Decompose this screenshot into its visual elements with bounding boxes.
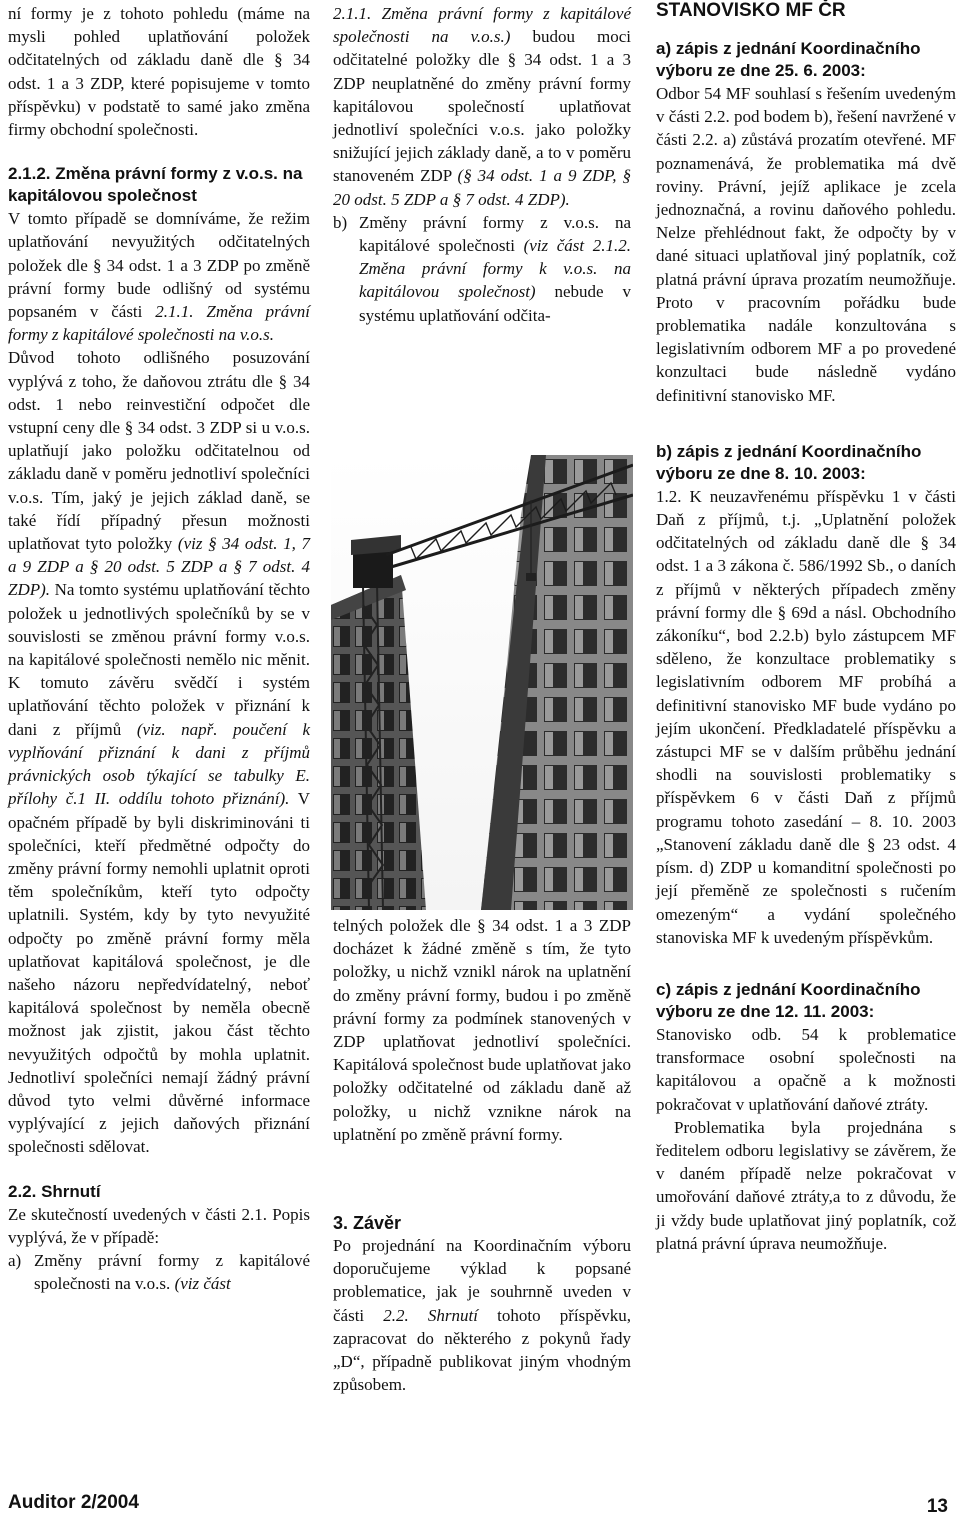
column-middle-top: [333, 2, 631, 327]
list-marker: a): [8, 1250, 22, 1270]
list-marker: b): [333, 212, 348, 232]
column-right: [656, 2, 956, 1255]
heading-stanovisko: STANOVISKO MF ČR: [656, 0, 846, 21]
paragraph-zaver: Po projednání na Koordinačním výboru doporučujeme výklad k popsané problematice, jak je souhrnně uveden v části 2.2. Shrnutí tohoto příspěvku, zapracovat do některého z pokynů řady „D“, případně publikovat jiným vhodným způsobem.: [333, 1236, 632, 1395]
paragraph-zapis-a: Odbor 54 MF souhlasí s řešením uvedeným v části 2.2. pod bodem b), řešení navržené v části 2.2. a) zůstává prozatím otevřené. MF poznamenává, že problematika má dvě roviny. Právní, jejíž aplikace je zcela jednoznačná, a rovinu daňového pohledu. Nelze přehlédnout fakt, že odpočty by v dané situaci uplatňoval jiný poplatník, což platná právní úprava prozatím neumožňuje. Proto v pracovním pořádku bude problematika nadále konzultována s legislativním odborem MF a po provedené konzultaci bude následně vydáno definitivní stanovisko MF.: [656, 84, 956, 405]
page-number: 13: [926, 1496, 948, 1517]
heading-zapis-a: a) zápis z jednání Koordinačního výboru ze dne 25. 6. 2003:: [656, 39, 921, 80]
heading-zapis-c: c) zápis z jednání Koordinačního výboru ze dne 12. 11. 2003:: [656, 979, 921, 1021]
column-left: [8, 2, 310, 1295]
building-crane-photo: [331, 455, 633, 910]
paragraph-zapis-b: 1.2. K neuzavřenému příspěvku 1 v části Daň z příjmů, t.j. „Uplatnění položek odčitatelných od základu daně dle § 34 odst. 1 a 3 zákona č. 586/1992 Sb., o daních z příjmů v některých případech změny právní formy dle § 69d a násl. Obchodního zákoníku“, bod 2.2.b) bylo zástupcem MF sděleno, že konzultace problematiky s legislativním odborem MF probíhá a definitivní stanovisko MF bude vydáno po jejím ukončení. Předkladatelé příspěvku a zástupci MF se v dalším průběhu jednání shodli na souvislosti problematiky s příspěvkem 6 v části Daň z příjmů programu tohoto zasedání – 8. 10. 2003 „Stanovení základu daně dle § 23 odst. 4 písm. d) ZDP u komanditní společnosti po její přeměně ze společnosti s ručením omezeným“ a vydání společného stanoviska MF k uvedeným příspěvkům.: [656, 486, 956, 947]
heading-zapis-b: b) zápis z jednání Koordinačního výboru ze dne 8. 10. 2003:: [656, 441, 922, 483]
list-item-b: b) Změny právní formy z v.o.s. na kapitálové společnosti (viz část 2.1.2. Změna právní formy k v.o.s. na kapitálovou společnost) nebude v systému uplatňování odčita-: [333, 211, 631, 327]
journal-name: Auditor 2/2004: [8, 1492, 139, 1513]
heading-2-2-shrnuti: 2.2. Shrnutí: [8, 1181, 101, 1201]
paragraph-continuation: 2.1.1. Změna právní formy z kapitálové společnosti na v.o.s.) budou moci odčitatelné položky dle § 34 odst. 1 a 3 ZDP neuplatněné do změny právní formy kapitálovou společností uplatňovat jednotliví společníci v.o.s. jako položky snižující jejich základy daně, a to v poměru stanoveném ZDP (§ 34 odst. 1 a 9 ZDP, § 20 odst. 5 ZDP a § 7 odst. 4 ZDP).: [333, 4, 631, 209]
list-item-a: a) Změny právní formy z kapitálové společnosti na v.o.s. (viz část: [8, 1249, 310, 1295]
heading-3-zaver: 3. Závěr: [333, 1213, 402, 1234]
paragraph-after-photo: telných položek dle § 34 odst. 1 a 3 ZDP docházet k žádné změně s tím, že tyto položky, u nichž vznikl nárok na uplatnění do změny právní formy, budou i po změně právní formy za podmínek stanovených v ZDP uplatňovat jednotliví společníci. Kapitálová společnost bude uplatňovat jako položky odčitatelné od základu daně až položky, u nichž vznikne nárok na uplatnění po změně právní formy.: [333, 916, 631, 1144]
paragraph-reason: Důvod tohoto odlišného posuzování vyplývá z toho, že daňovou ztrátu dle § 34 odst. 1 nebo reinvestiční odpočet dle vstupní ceny dle § 34 odst. 3 ZDP si u v.o.s. uplatňují jako položku odčitatelnou od základu daně v poměru jednotliví společníci v.o.s. Tím, jaký je jejich základ daně, se také řídí případný přesun možnosti uplatňovat tyto položky (viz § 34 odst. 1, 7 a 9 ZDP a § 20 odst. 5 ZDP a § 7 odst. 4 ZDP). Na tomto systému uplatňování těchto položek u jednotlivých společníků by se v souvislosti se změnou právní formy v.o.s. na kapitálové společnosti nemělo nic měnit. K tomuto závěru svědčí i systém uplatňování těchto položek v přiznání k dani z příjmů (viz. např. poučení k vyplňování přiznání k dani z příjmů právnických osob týkající se tabulky E. přílohy č.1 II. oddílu tohoto přiznání). V opačném případě by byli diskriminováni ti společníci, kteří předmětné odpočty do změny právní formy nemohli uplatnit oproti těm společníkům, kteří tyto odpočty uplatnili. Systém, kdy by tyto nevyužité odpočty po změně právní formy měla uplatňovat kapitálová společnost, je dle našeho názoru nepředvídatelný, neboť kapitálová společnost by neměla obecně možnost jak zjistit, jakou část těchto nevyužitých odpočtů by mohla uplatnit. Jednotliví společníci nemají žádný právní důvod tyto velmi důvěrné informace vyplývající z jejich daňových přiznání společnosti sdělovat.: [8, 348, 310, 1157]
column-middle-bottom: [333, 914, 631, 1396]
paragraph-intro: ní formy je z tohoto pohledu (máme na mysli pohled uplatňování položek odčitatelných od základu daně dle § 34 odst. 1 a 3 ZDP, které popisujeme v tomto příspěvku) v podstatě to samé jako změna firmy obchodní společnosti.: [8, 4, 310, 140]
paragraph-summary: Ze skutečností uvedených v části 2.1. Popis vyplývá, že v případě:: [8, 1204, 310, 1247]
heading-2-1-2: 2.1.2. Změna právní formy z v.o.s. na kapitálovou společnost: [8, 164, 303, 206]
paragraph-zapis-c1: Stanovisko odb. 54 k problematice transformace osobní společnosti na kapitálovou a opačně a k možnosti pokračovat v uplatňování daňové ztráty.: [656, 1024, 956, 1114]
paragraph-zapis-c2: Problematika byla projednána s ředitelem odboru legislativy se závěrem, že v daném případě nelze pokračovat v umořování daňové ztráty,a to z důvodu, že ji vždy bude uplatňovat jiný poplatník, což platná právní úprava neumožňuje.: [656, 1117, 956, 1253]
paragraph-regime: V tomto případě se domníváme, že režim uplatňování nevyužitých odčitatelných položek dle § 34 odst. 1 a 3 ZDP po změně právní formy bude odlišný od systému popsaném v části 2.1.1. Změna právní formy z kapitálové společnosti na v.o.s.: [8, 209, 310, 345]
